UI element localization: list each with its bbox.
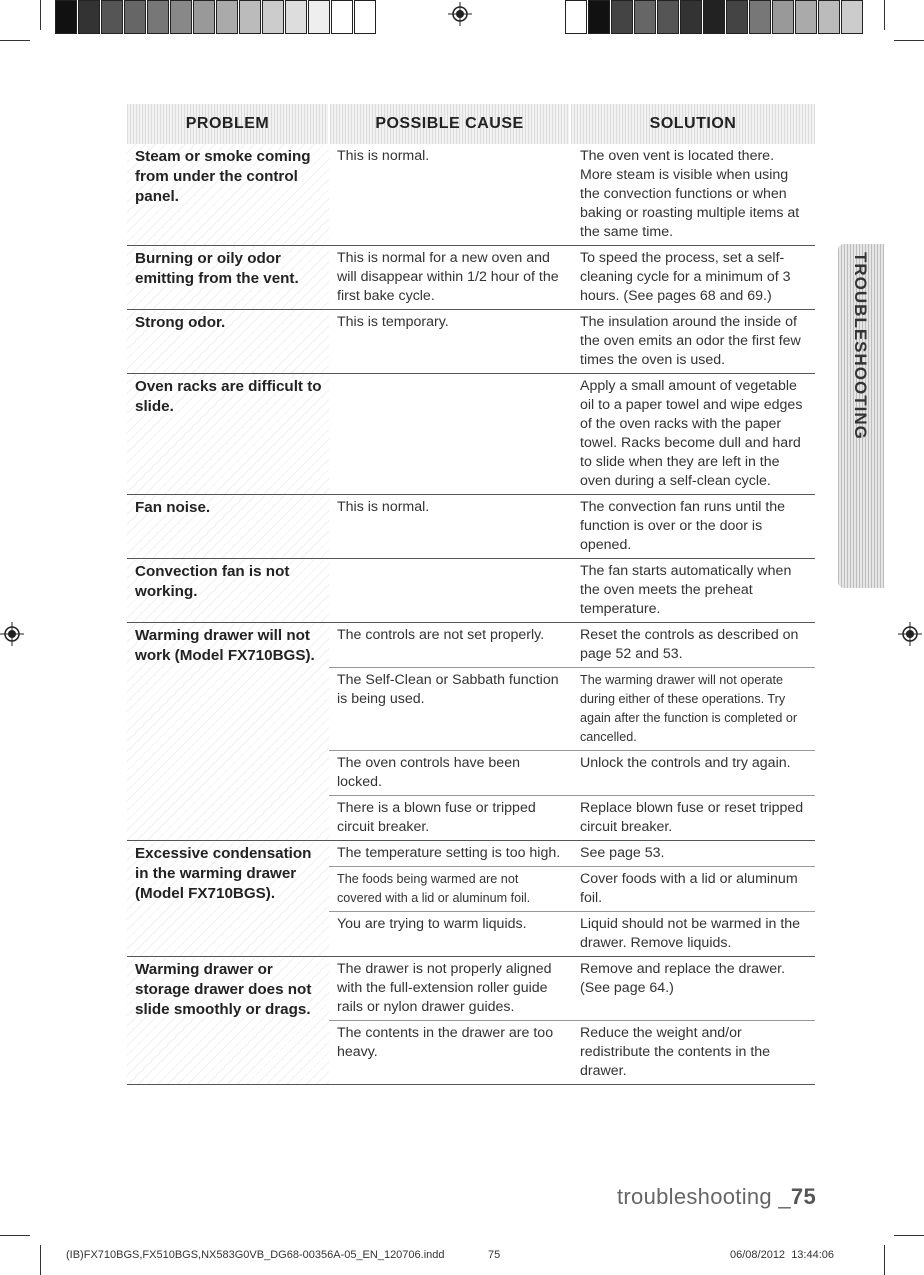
color-swatch bbox=[588, 0, 610, 34]
solution-cell: See page 53. bbox=[570, 841, 815, 867]
crop-mark-bottom-left-v bbox=[40, 1245, 41, 1275]
crop-mark-top-left-v bbox=[40, 0, 41, 30]
cause-cell: The controls are not set properly. bbox=[329, 623, 570, 668]
solution-cell: Unlock the controls and try again. bbox=[570, 751, 815, 796]
table-row bbox=[127, 144, 815, 246]
footer-section-title bbox=[617, 1184, 816, 1210]
footer-section-name: troubleshooting _ bbox=[617, 1184, 791, 1209]
table-row bbox=[127, 374, 815, 495]
table-row bbox=[127, 623, 815, 668]
table-header-row bbox=[127, 104, 815, 144]
color-swatch bbox=[841, 0, 863, 34]
problem-cell: Strong odor. bbox=[127, 310, 329, 374]
color-swatch bbox=[565, 0, 587, 34]
solution-cell: The insulation around the inside of the oven emits an odor the first few times the oven is used. bbox=[570, 310, 815, 374]
crop-mark-bottom-right-v bbox=[884, 1245, 885, 1275]
crop-mark-bottom-left-h bbox=[0, 1235, 30, 1236]
color-swatch bbox=[611, 0, 633, 34]
solution-cell: Remove and replace the drawer. (See page 64.) bbox=[570, 957, 815, 1021]
solution-cell: Liquid should not be warmed in the drawer. Remove liquids. bbox=[570, 912, 815, 957]
crop-mark-top-right-v bbox=[884, 0, 885, 30]
cause-cell: The contents in the drawer are too heavy. bbox=[329, 1021, 570, 1085]
print-slug-datetime bbox=[730, 1249, 834, 1261]
footer-page-number: 75 bbox=[790, 1184, 816, 1209]
cause-cell: This is temporary. bbox=[329, 310, 570, 374]
color-swatch bbox=[354, 0, 376, 34]
color-swatch bbox=[55, 0, 77, 34]
registration-mark-icon bbox=[448, 2, 472, 26]
color-swatch bbox=[657, 0, 679, 34]
problem-cell: Fan noise. bbox=[127, 495, 329, 559]
cause-cell: This is normal. bbox=[329, 495, 570, 559]
color-swatch bbox=[78, 0, 100, 34]
side-tab-label: TROUBLESHOOTING bbox=[851, 252, 870, 440]
solution-cell: Cover foods with a lid or aluminum foil. bbox=[570, 867, 815, 912]
crop-mark-bottom-right-h bbox=[894, 1235, 924, 1236]
color-bar-left bbox=[55, 0, 377, 34]
color-swatch bbox=[818, 0, 840, 34]
color-swatch bbox=[147, 0, 169, 34]
problem-cell: Excessive condensation in the warming drawer (Model FX710BGS). bbox=[127, 841, 329, 957]
cause-cell: This is normal for a new oven and will disappear within 1/2 hour of the first bake cycle. bbox=[329, 246, 570, 310]
color-swatch bbox=[308, 0, 330, 34]
color-swatch bbox=[101, 0, 123, 34]
print-slug-date: 06/08/2012 bbox=[730, 1249, 786, 1261]
table-row bbox=[127, 841, 815, 867]
problem-cell: Warming drawer will not work (Model FX710BGS). bbox=[127, 623, 329, 841]
solution-cell: To speed the process, set a self-cleaning cycle for a minimum of 3 hours. (See pages 68 and 69.) bbox=[570, 246, 815, 310]
registration-mark-icon bbox=[898, 622, 922, 646]
problem-cell: Convection fan is not working. bbox=[127, 559, 329, 623]
color-swatch bbox=[193, 0, 215, 34]
crop-mark-top-right-h bbox=[894, 40, 924, 41]
color-swatch bbox=[216, 0, 238, 34]
cause-cell: This is normal. bbox=[329, 144, 570, 246]
cause-cell: The foods being warmed are not covered with a lid or aluminum foil. bbox=[329, 867, 570, 912]
solution-cell: Replace blown fuse or reset tripped circuit breaker. bbox=[570, 796, 815, 841]
solution-cell: Reset the controls as described on page 52 and 53. bbox=[570, 623, 815, 668]
header-possible-cause: POSSIBLE CAUSE bbox=[329, 104, 570, 144]
solution-cell: Reduce the weight and/or redistribute the contents in the drawer. bbox=[570, 1021, 815, 1085]
problem-cell: Steam or smoke coming from under the control panel. bbox=[127, 144, 329, 246]
table-row bbox=[127, 957, 815, 1021]
print-slug-filename: (IB)FX710BGS,FX510BGS,NX583G0VB_DG68-00356A-05_EN_120706.indd bbox=[66, 1249, 445, 1261]
color-swatch bbox=[749, 0, 771, 34]
cause-cell: The temperature setting is too high. bbox=[329, 841, 570, 867]
color-swatch bbox=[124, 0, 146, 34]
table-row bbox=[127, 495, 815, 559]
color-swatch bbox=[239, 0, 261, 34]
solution-cell: The oven vent is located there. More steam is visible when using the convection functions or when baking or roasting multiple items at the same time. bbox=[570, 144, 815, 246]
color-swatch bbox=[285, 0, 307, 34]
color-swatch bbox=[262, 0, 284, 34]
print-slug-time: 13:44:06 bbox=[791, 1249, 835, 1261]
header-problem: PROBLEM bbox=[127, 104, 329, 144]
color-swatch bbox=[795, 0, 817, 34]
problem-cell: Oven racks are difficult to slide. bbox=[127, 374, 329, 495]
header-solution: SOLUTION bbox=[570, 104, 815, 144]
solution-cell: The fan starts automatically when the oven meets the preheat temperature. bbox=[570, 559, 815, 623]
cause-cell: The Self-Clean or Sabbath function is being used. bbox=[329, 668, 570, 751]
crop-mark-top-left-h bbox=[0, 40, 30, 41]
color-swatch bbox=[634, 0, 656, 34]
solution-cell: The convection fan runs until the function is over or the door is opened. bbox=[570, 495, 815, 559]
cause-cell: The drawer is not properly aligned with the full-extension roller guide rails or nylon drawer guides. bbox=[329, 957, 570, 1021]
table-row bbox=[127, 310, 815, 374]
table-row bbox=[127, 559, 815, 623]
cause-cell: There is a blown fuse or tripped circuit breaker. bbox=[329, 796, 570, 841]
registration-mark-icon bbox=[0, 622, 24, 646]
solution-cell: Apply a small amount of vegetable oil to a paper towel and wipe edges of the oven racks with the paper towel. Racks become dull and hard to slide when they are left in the oven during a self-clean cycle. bbox=[570, 374, 815, 495]
cause-cell: The oven controls have been locked. bbox=[329, 751, 570, 796]
problem-cell: Burning or oily odor emitting from the vent. bbox=[127, 246, 329, 310]
print-slug-page: 75 bbox=[488, 1249, 501, 1261]
color-bar-right bbox=[565, 0, 864, 34]
cause-cell bbox=[329, 374, 570, 495]
color-swatch bbox=[726, 0, 748, 34]
troubleshooting-table bbox=[127, 104, 815, 1085]
color-swatch bbox=[680, 0, 702, 34]
solution-cell: The warming drawer will not operate during either of these operations. Try again after the function is completed or cancelled. bbox=[570, 668, 815, 751]
color-swatch bbox=[703, 0, 725, 34]
table-row bbox=[127, 246, 815, 310]
cause-cell: You are trying to warm liquids. bbox=[329, 912, 570, 957]
cause-cell bbox=[329, 559, 570, 623]
color-swatch bbox=[170, 0, 192, 34]
color-swatch bbox=[772, 0, 794, 34]
color-swatch bbox=[331, 0, 353, 34]
problem-cell: Warming drawer or storage drawer does not slide smoothly or drags. bbox=[127, 957, 329, 1085]
